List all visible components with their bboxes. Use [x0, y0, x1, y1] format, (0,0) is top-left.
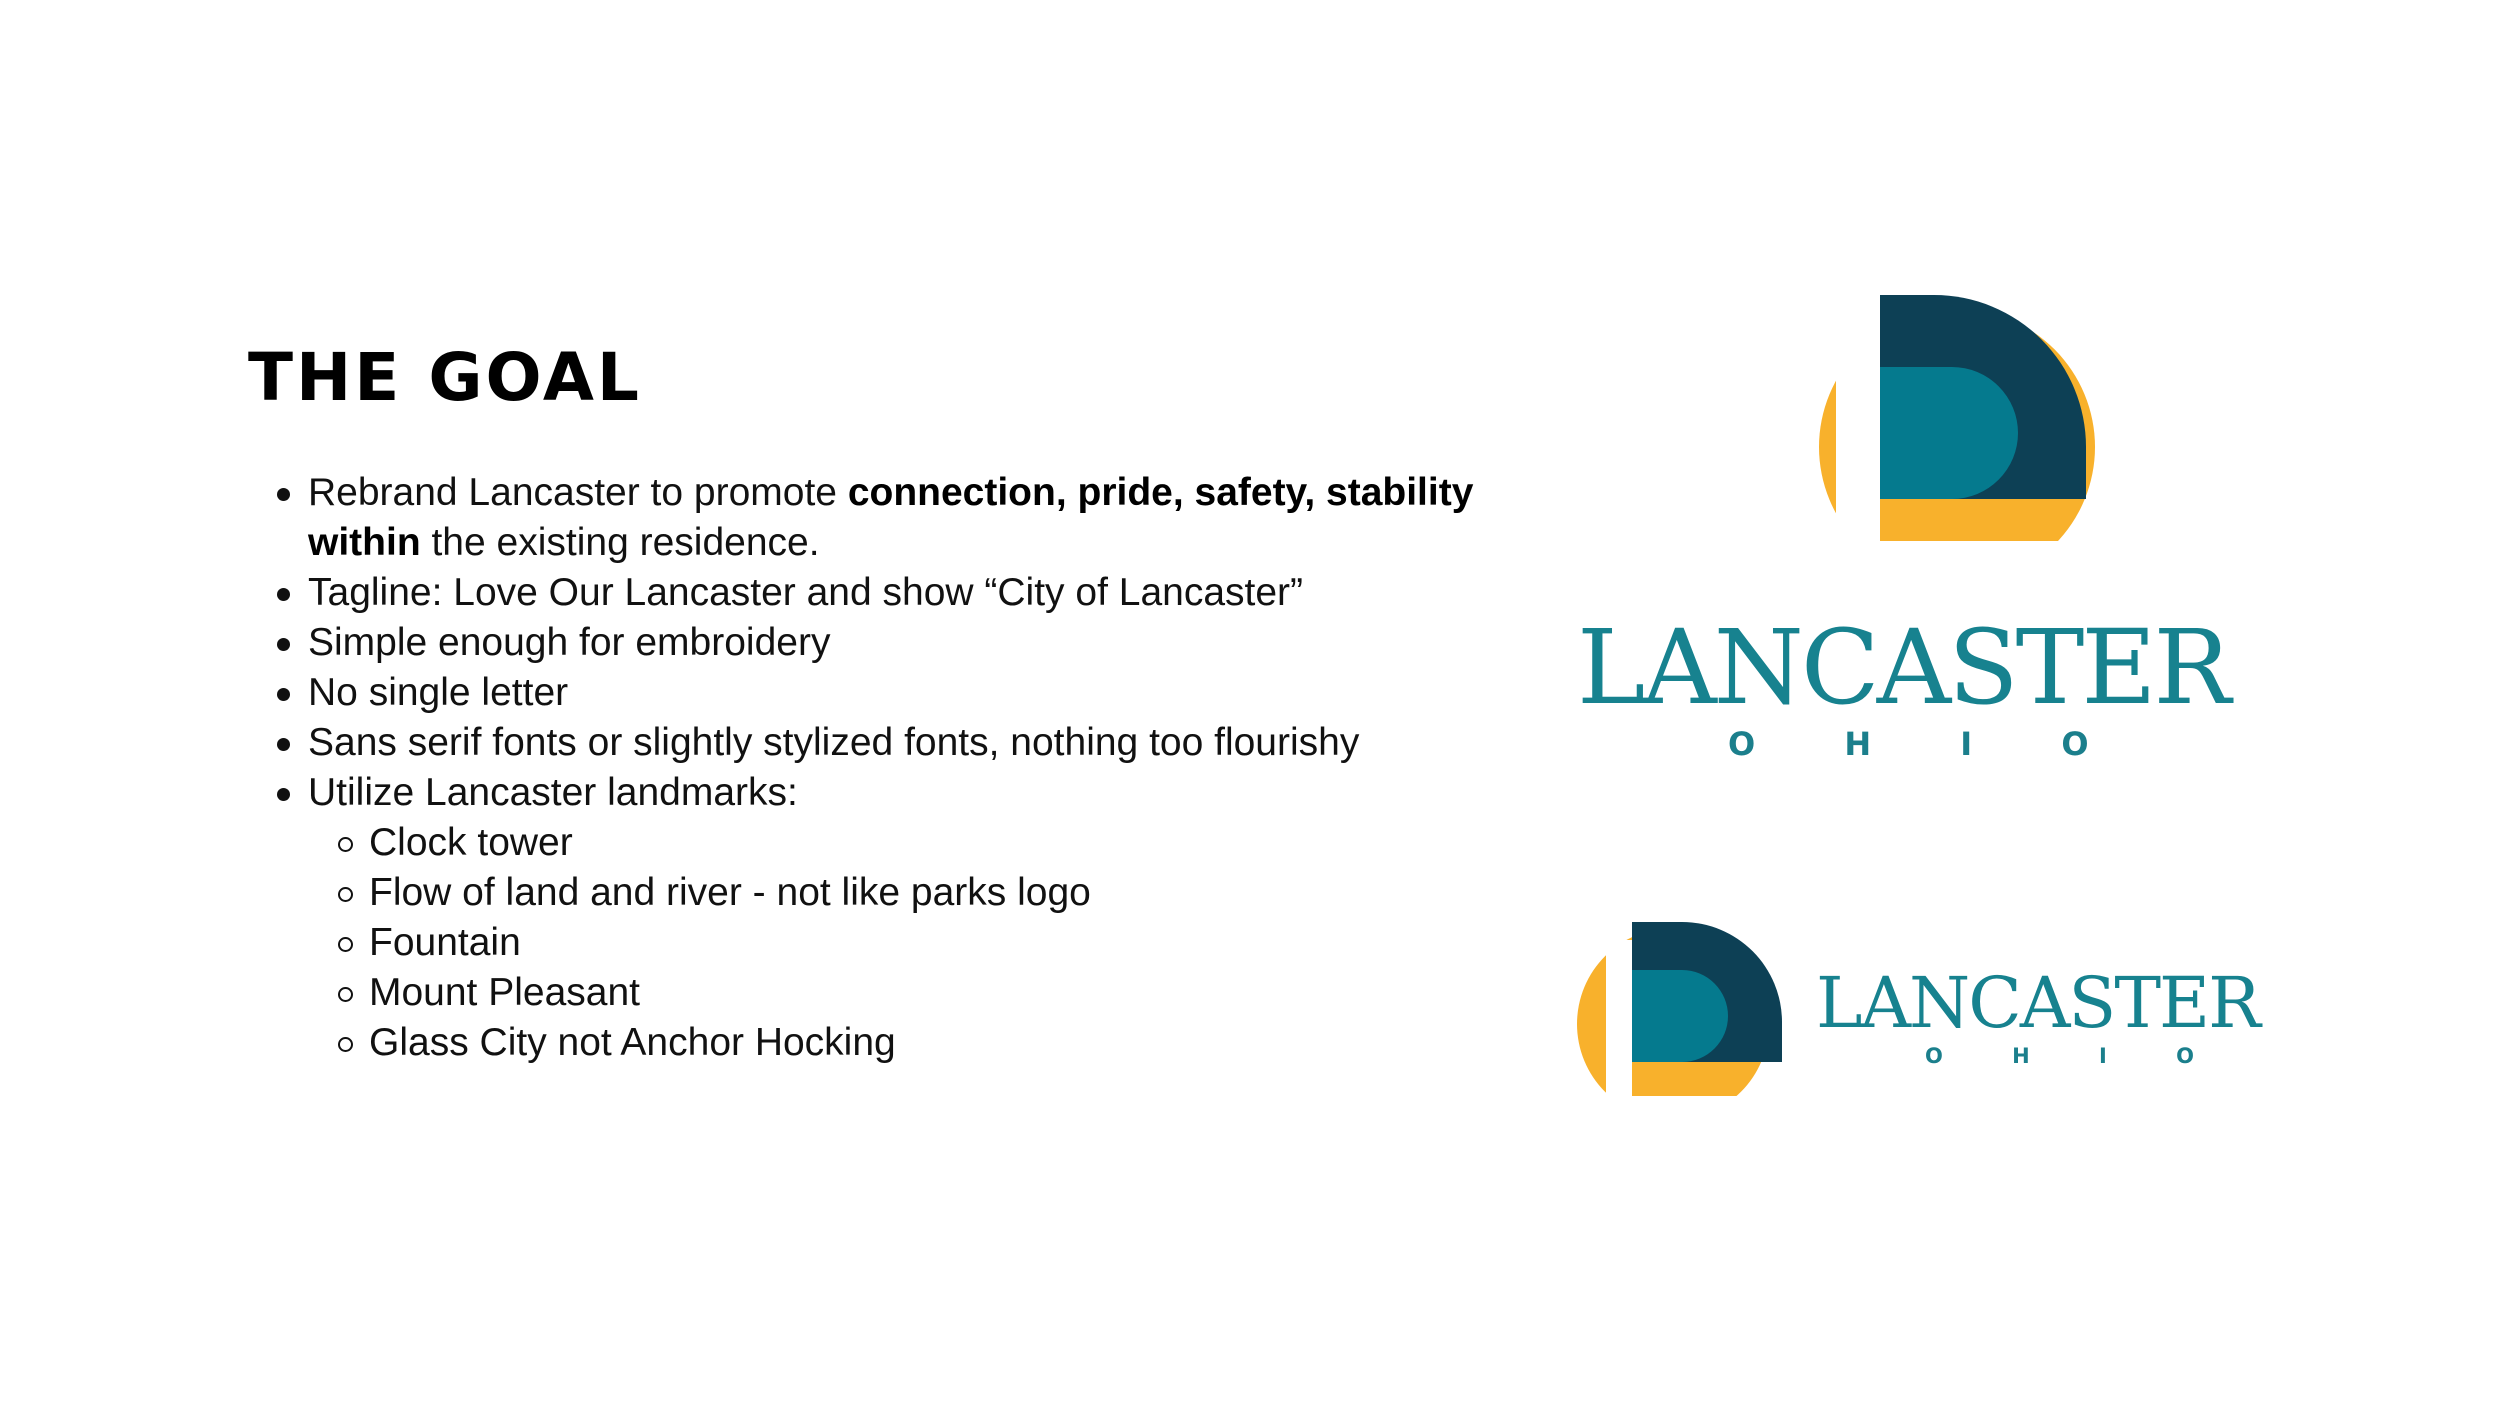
circle-bullet-icon: [338, 937, 353, 952]
circle-bullet-icon: [338, 887, 353, 902]
list-item: [308, 768, 1558, 1068]
ohio-subtitle-small: O H I O: [1925, 1044, 2195, 1068]
landmark-clock-tower: Clock tower: [369, 821, 573, 864]
bullet-icon: [277, 688, 290, 701]
goal-emphasis: connection, pride, safety, stability within: [308, 471, 1474, 564]
landmark-glass-city: Glass City not Anchor Hocking: [369, 1021, 896, 1064]
list-item: [308, 668, 1558, 718]
bullet-icon: [277, 488, 290, 501]
tagline-text: Tagline: Love Our Lancaster and show “City of Lancaster”: [308, 571, 1304, 614]
goal-list: [308, 468, 1558, 1068]
bullet-icon: [277, 588, 290, 601]
goal-text-end: the existing residence.: [420, 521, 820, 564]
bullet-icon: [277, 788, 290, 801]
list-item: [369, 868, 1558, 918]
bullet-icon: [277, 738, 290, 751]
list-item: [308, 618, 1558, 668]
list-item: [308, 718, 1558, 768]
landmarks-text: Utilize Lancaster landmarks:: [308, 771, 798, 814]
list-item: [308, 568, 1558, 618]
list-item: [369, 918, 1558, 968]
lancaster-wordmark-small: LANCASTER: [1816, 962, 2259, 1044]
lancaster-wordmark-large: LANCASTER: [1577, 608, 2229, 728]
page-title: THE GOAL: [248, 339, 642, 416]
circle-bullet-icon: [338, 987, 353, 1002]
landmark-mount-pleasant: Mount Pleasant: [369, 971, 641, 1014]
landmark-land-river: Flow of land and river - not like parks logo: [369, 871, 1091, 914]
circle-bullet-icon: [338, 1037, 353, 1052]
fonts-text: Sans serif fonts or slightly stylized fonts, nothing too flourishy: [308, 721, 1360, 764]
list-item: [369, 1018, 1558, 1068]
bullet-icon: [277, 638, 290, 651]
goal-text: Rebrand Lancaster to promote: [308, 471, 848, 514]
single-letter-text: No single letter: [308, 671, 569, 714]
ohio-subtitle-large: O H I O: [1728, 725, 2089, 763]
list-item: [369, 968, 1558, 1018]
lancaster-logo-large-mark: [1795, 295, 2095, 591]
landmarks-list: [308, 818, 1558, 1068]
lancaster-logo-small-mark: [1575, 922, 1785, 1128]
embroidery-text: Simple enough for embroidery: [308, 621, 831, 664]
list-item: [308, 468, 1558, 568]
list-item: [369, 818, 1558, 868]
landmark-fountain: Fountain: [369, 921, 521, 964]
circle-bullet-icon: [338, 837, 353, 852]
